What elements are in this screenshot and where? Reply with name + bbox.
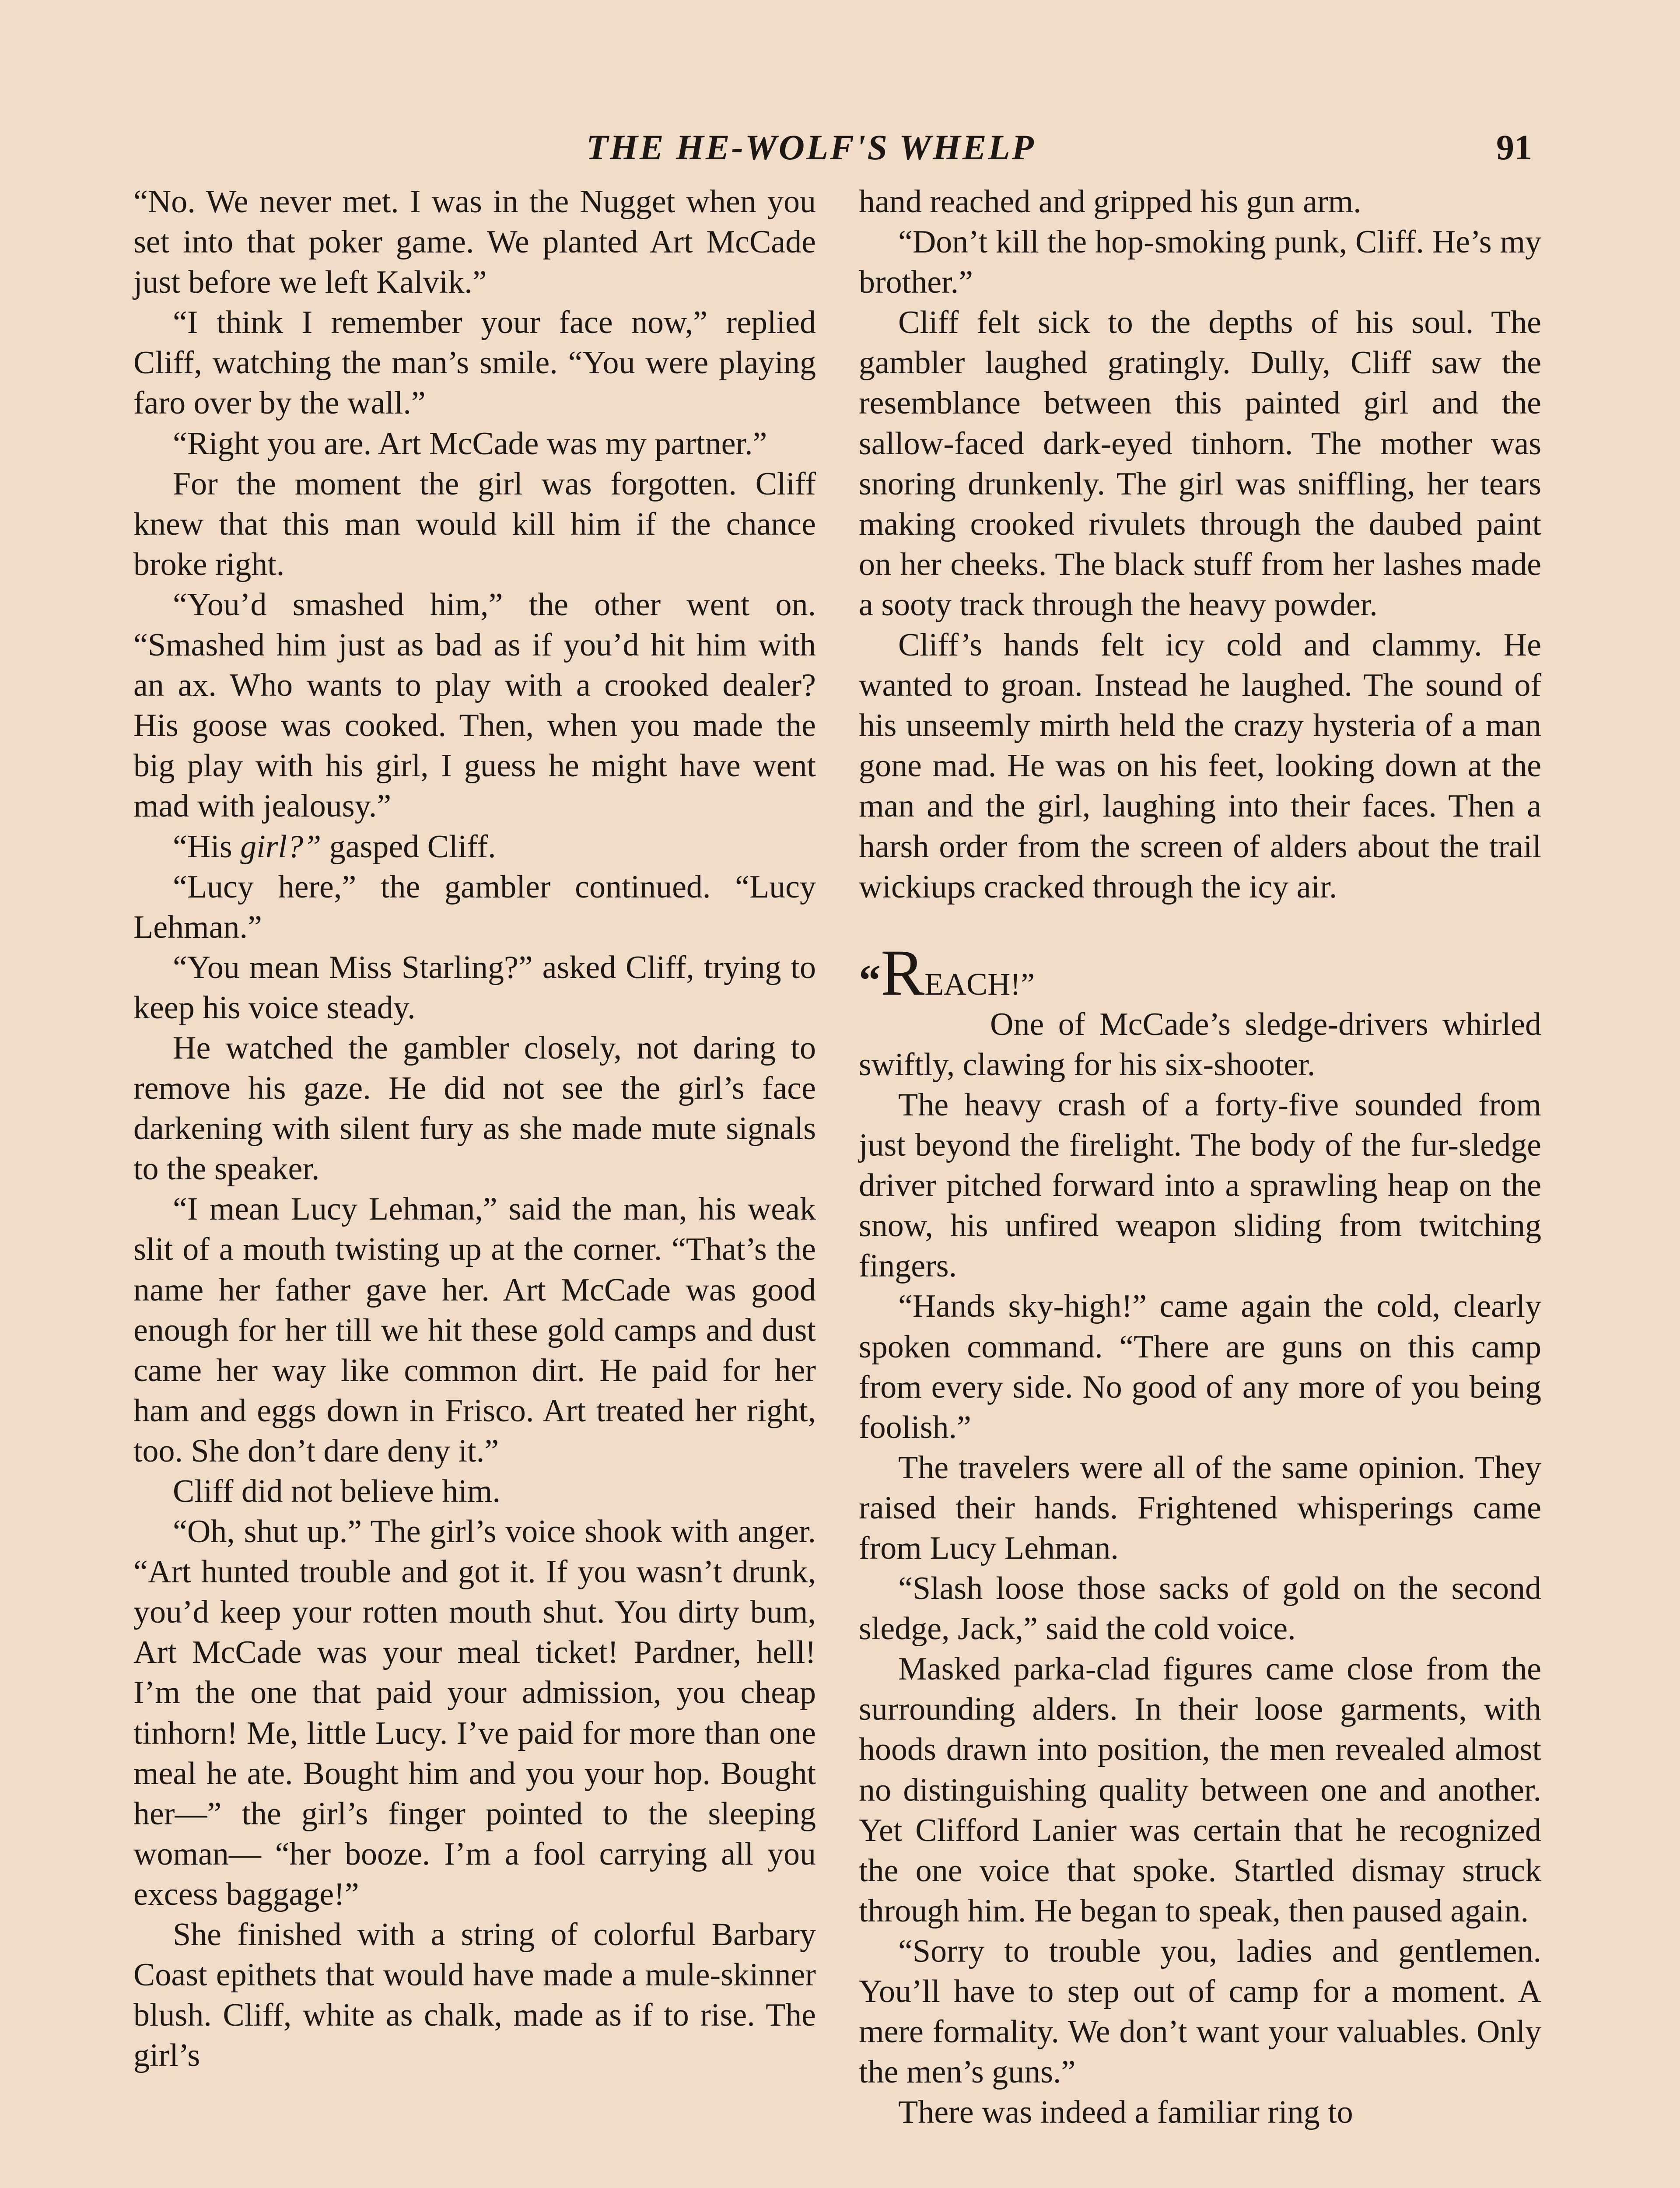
drop-cap: R bbox=[881, 936, 925, 1009]
paragraph: Cliff felt sick to the depths of his soul. The gambler laughed gratingly. Dully, Cliff saw the resemblance between this painted girl and the sallow-faced dark-eyed tinhorn. The mother was snoring drunkenly. The girl was sniffling, her tears making crooked rivulets through the daubed paint on her cheeks. The black stuff from her lashes made a sooty track through the heavy powder. bbox=[859, 305, 1541, 623]
paragraph: She finished with a string of colorful Barbary Coast epithets that would have made a mule-skinner blush. Cliff, white as chalk, made as if to rise. The girl’s bbox=[133, 1917, 816, 2074]
paragraph-text: gasped Cliff. bbox=[321, 828, 496, 865]
paragraph: “Hands sky-high!” came again the cold, clearly spoken command. “There are guns on this camp from every side. No good of any more of you being foolish.” bbox=[859, 1288, 1541, 1445]
page-number: 91 bbox=[1496, 127, 1532, 167]
paragraph bbox=[133, 827, 816, 867]
paragraph: “No. We never met. I was in the Nugget when you set into that poker game. We planted Art McCade just before we left Kalvik.” bbox=[133, 184, 816, 301]
left-column bbox=[133, 182, 816, 2076]
paragraph: “Slash loose those sacks of gold on the second sledge, Jack,” said the cold voice. bbox=[859, 1571, 1541, 1647]
paragraph: “You mean Miss Starling?” asked Cliff, trying to keep his voice steady. bbox=[133, 949, 816, 1026]
paragraph: The heavy crash of a forty-five sounded from just beyond the firelight. The body of the fur-sledge driver pitched forward into a sprawling heap on the snow, his unfired weapon sliding from twitching fingers. bbox=[859, 1087, 1541, 1284]
paragraph: “Oh, shut up.” The girl’s voice shook with anger. “Art hunted trouble and got it. If you wasn’t drunk, you’d keep your rotten mouth shut. You dirty bum, Art McCade was your meal ticket! Pardner, hell! I’m the one that paid your admission, you cheap tinhorn! Me, little Lucy. I’ve paid for more than one meal he ate. Bought him and you your hop. Bought her—” the girl’s finger pointed to the sleeping woman— “her booze. I’m a fool carrying all you excess baggage!” bbox=[133, 1514, 816, 1912]
paragraph: He watched the gambler closely, not daring to remove his gaze. He did not see the girl’s face darkening with silent fury as she made mute signals to the speaker. bbox=[133, 1030, 816, 1187]
paragraph-text: “His bbox=[173, 828, 241, 865]
paragraph: “Lucy here,” the gambler continued. “Lucy Lehman.” bbox=[133, 869, 816, 945]
paragraph: “I think I remember your face now,” replied Cliff, watching the man’s smile. “You were playing faro over by the wall.” bbox=[133, 305, 816, 421]
paragraph: The travelers were all of the same opinion. They raised their hands. Frightened whisperings came from Lucy Lehman. bbox=[859, 1449, 1541, 1566]
paragraph: “You’d smashed him,” the other went on. “Smashed him just as bad as if you’d hit him with an ax. Who wants to play with a crooked dealer? His goose was cooked. Then, when you made the big play with his girl, I guess he might have went mad with jealousy.” bbox=[133, 586, 816, 824]
paragraph: Cliff’s hands felt icy cold and clammy. He wanted to groan. Instead he laughed. The sound of his unseemly mirth held the crazy hysteria of a man gone mad. He was on his feet, looking down at the man and the girl, laughing into their faces. Then a harsh order from the screen of alders about the trail wickiups cracked through the icy air. bbox=[859, 627, 1541, 905]
paragraph: “I mean Lucy Lehman,” said the man, his weak slit of a mouth twisting up at the corner. “That’s the name her father gave her. Art McCade was good enough for her till we hit these gold camps and dust came her way like common dirt. He paid for her ham and eggs down in Frisco. Art treated her right, too. She don’t dare deny it.” bbox=[133, 1191, 816, 1469]
right-column bbox=[859, 182, 1541, 2132]
paragraph: “Don’t kill the hop-smoking punk, Cliff. He’s my brother.” bbox=[859, 224, 1541, 301]
running-title: THE HE-WOLF'S WHELP bbox=[586, 127, 1036, 167]
paragraph: There was indeed a familiar ring to bbox=[898, 2094, 1353, 2131]
paragraph: For the moment the girl was forgotten. Cliff knew that this man would kill him if the chance broke right. bbox=[133, 466, 816, 582]
paragraph: “Sorry to trouble you, ladies and gentlemen. You’ll have to step out of camp for a moment. A mere formality. We don’t want your valuables. Only the men’s guns.” bbox=[859, 1933, 1541, 2090]
paragraph-text: One of McCade’s sledge-drivers whirled swiftly, clawing for his six-shooter. bbox=[859, 1006, 1541, 1083]
paragraph: Masked parka-clad figures came close from the surrounding alders. In their loose garments, with hoods drawn into position, the men revealed almost no distinguishing quality between one and another. Yet Clifford Lanier was certain that he recognized the one voice that spoke. Startled dismay struck through him. He began to speak, then paused again. bbox=[859, 1651, 1541, 1929]
paragraph: “Right you are. Art McCade was my partner.” bbox=[173, 425, 767, 462]
paragraph: Cliff did not believe him. bbox=[173, 1473, 500, 1509]
emphasis-text: girl?” bbox=[240, 828, 322, 865]
opening-quote: “ bbox=[859, 955, 881, 1004]
section-opening bbox=[859, 936, 1541, 1085]
drop-cap-rest: EACH!” bbox=[924, 966, 1035, 1002]
paragraph: hand reached and gripped his gun arm. bbox=[859, 184, 1362, 220]
